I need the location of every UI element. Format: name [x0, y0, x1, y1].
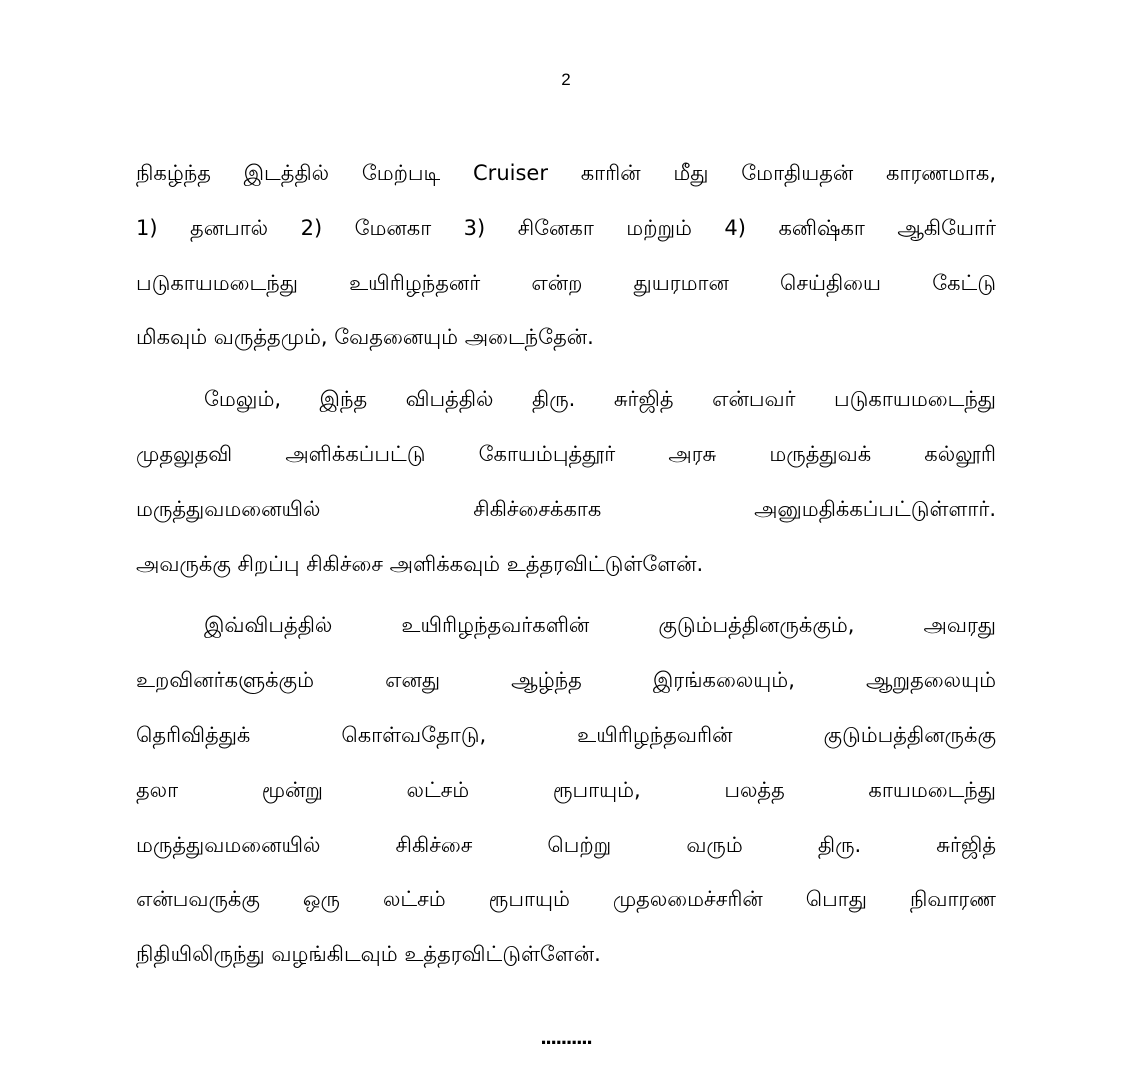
text-line: படுகாயமடைந்து உயிரிழந்தனர் என்ற துயரமான செய்தியை கேட்டு — [136, 270, 996, 295]
document-body — [136, 146, 996, 982]
text-line: மிகவும் வருத்தமும், வேதனையும் அடைந்தேன். — [136, 325, 594, 350]
paragraph-2 — [136, 372, 996, 591]
text-line: என்பவருக்கு ஒரு லட்சம் ரூபாயும் முதலமைச்சரின் பொது நிவாரண — [136, 887, 996, 912]
paragraph-3 — [136, 598, 996, 982]
text-line-indented — [136, 598, 996, 653]
text-line: தலா மூன்று லட்சம் ரூபாயும், பலத்த காயமடைந்து — [136, 777, 996, 802]
text-line: முதலுதவி அளிக்கப்பட்டு கோயம்புத்தூர் அரசு மருத்துவக் கல்லூரி — [136, 441, 996, 466]
text-line: நிதியிலிருந்து வழங்கிடவும் உத்தரவிட்டுள்ளேன். — [136, 942, 601, 967]
text-line-indented — [136, 372, 996, 427]
page-number: 2 — [561, 70, 571, 89]
text-line: அவருக்கு சிறப்பு சிகிச்சை அளிக்கவும் உத்தரவிட்டுள்ளேன். — [136, 551, 704, 576]
paragraph-1 — [136, 146, 996, 365]
text-line: நிகழ்ந்த இடத்தில் மேற்படி Cruiser காரின் மீது மோதியதன் காரணமாக, — [136, 161, 996, 185]
text-line: உறவினர்களுக்கும் எனது ஆழ்ந்த இரங்கலையும், ஆறுதலையும் — [136, 668, 996, 693]
end-of-document-mark: .......... — [540, 1024, 592, 1049]
text-line: மருத்துவமனையில் சிகிச்சைக்காக அனுமதிக்கப்பட்டுள்ளார். — [136, 496, 996, 521]
text-line: 1) தனபால் 2) மேனகா 3) சினேகா மற்றும் 4) கனிஷ்கா ஆகியோர் — [136, 215, 996, 240]
text-line-content: இவ்விபத்தில் உயிரிழந்தவர்களின் குடும்பத்தினருக்கும், அவரது — [204, 613, 996, 638]
text-line: மருத்துவமனையில் சிகிச்சை பெற்று வரும் திரு. சுர்ஜித் — [136, 832, 996, 857]
text-line-content: மேலும், இந்த விபத்தில் திரு. சுர்ஜித் என்பவர் படுகாயமடைந்து — [204, 387, 996, 412]
text-line: தெரிவித்துக் கொள்வதோடு, உயிரிழந்தவரின் குடும்பத்தினருக்கு — [136, 722, 996, 747]
